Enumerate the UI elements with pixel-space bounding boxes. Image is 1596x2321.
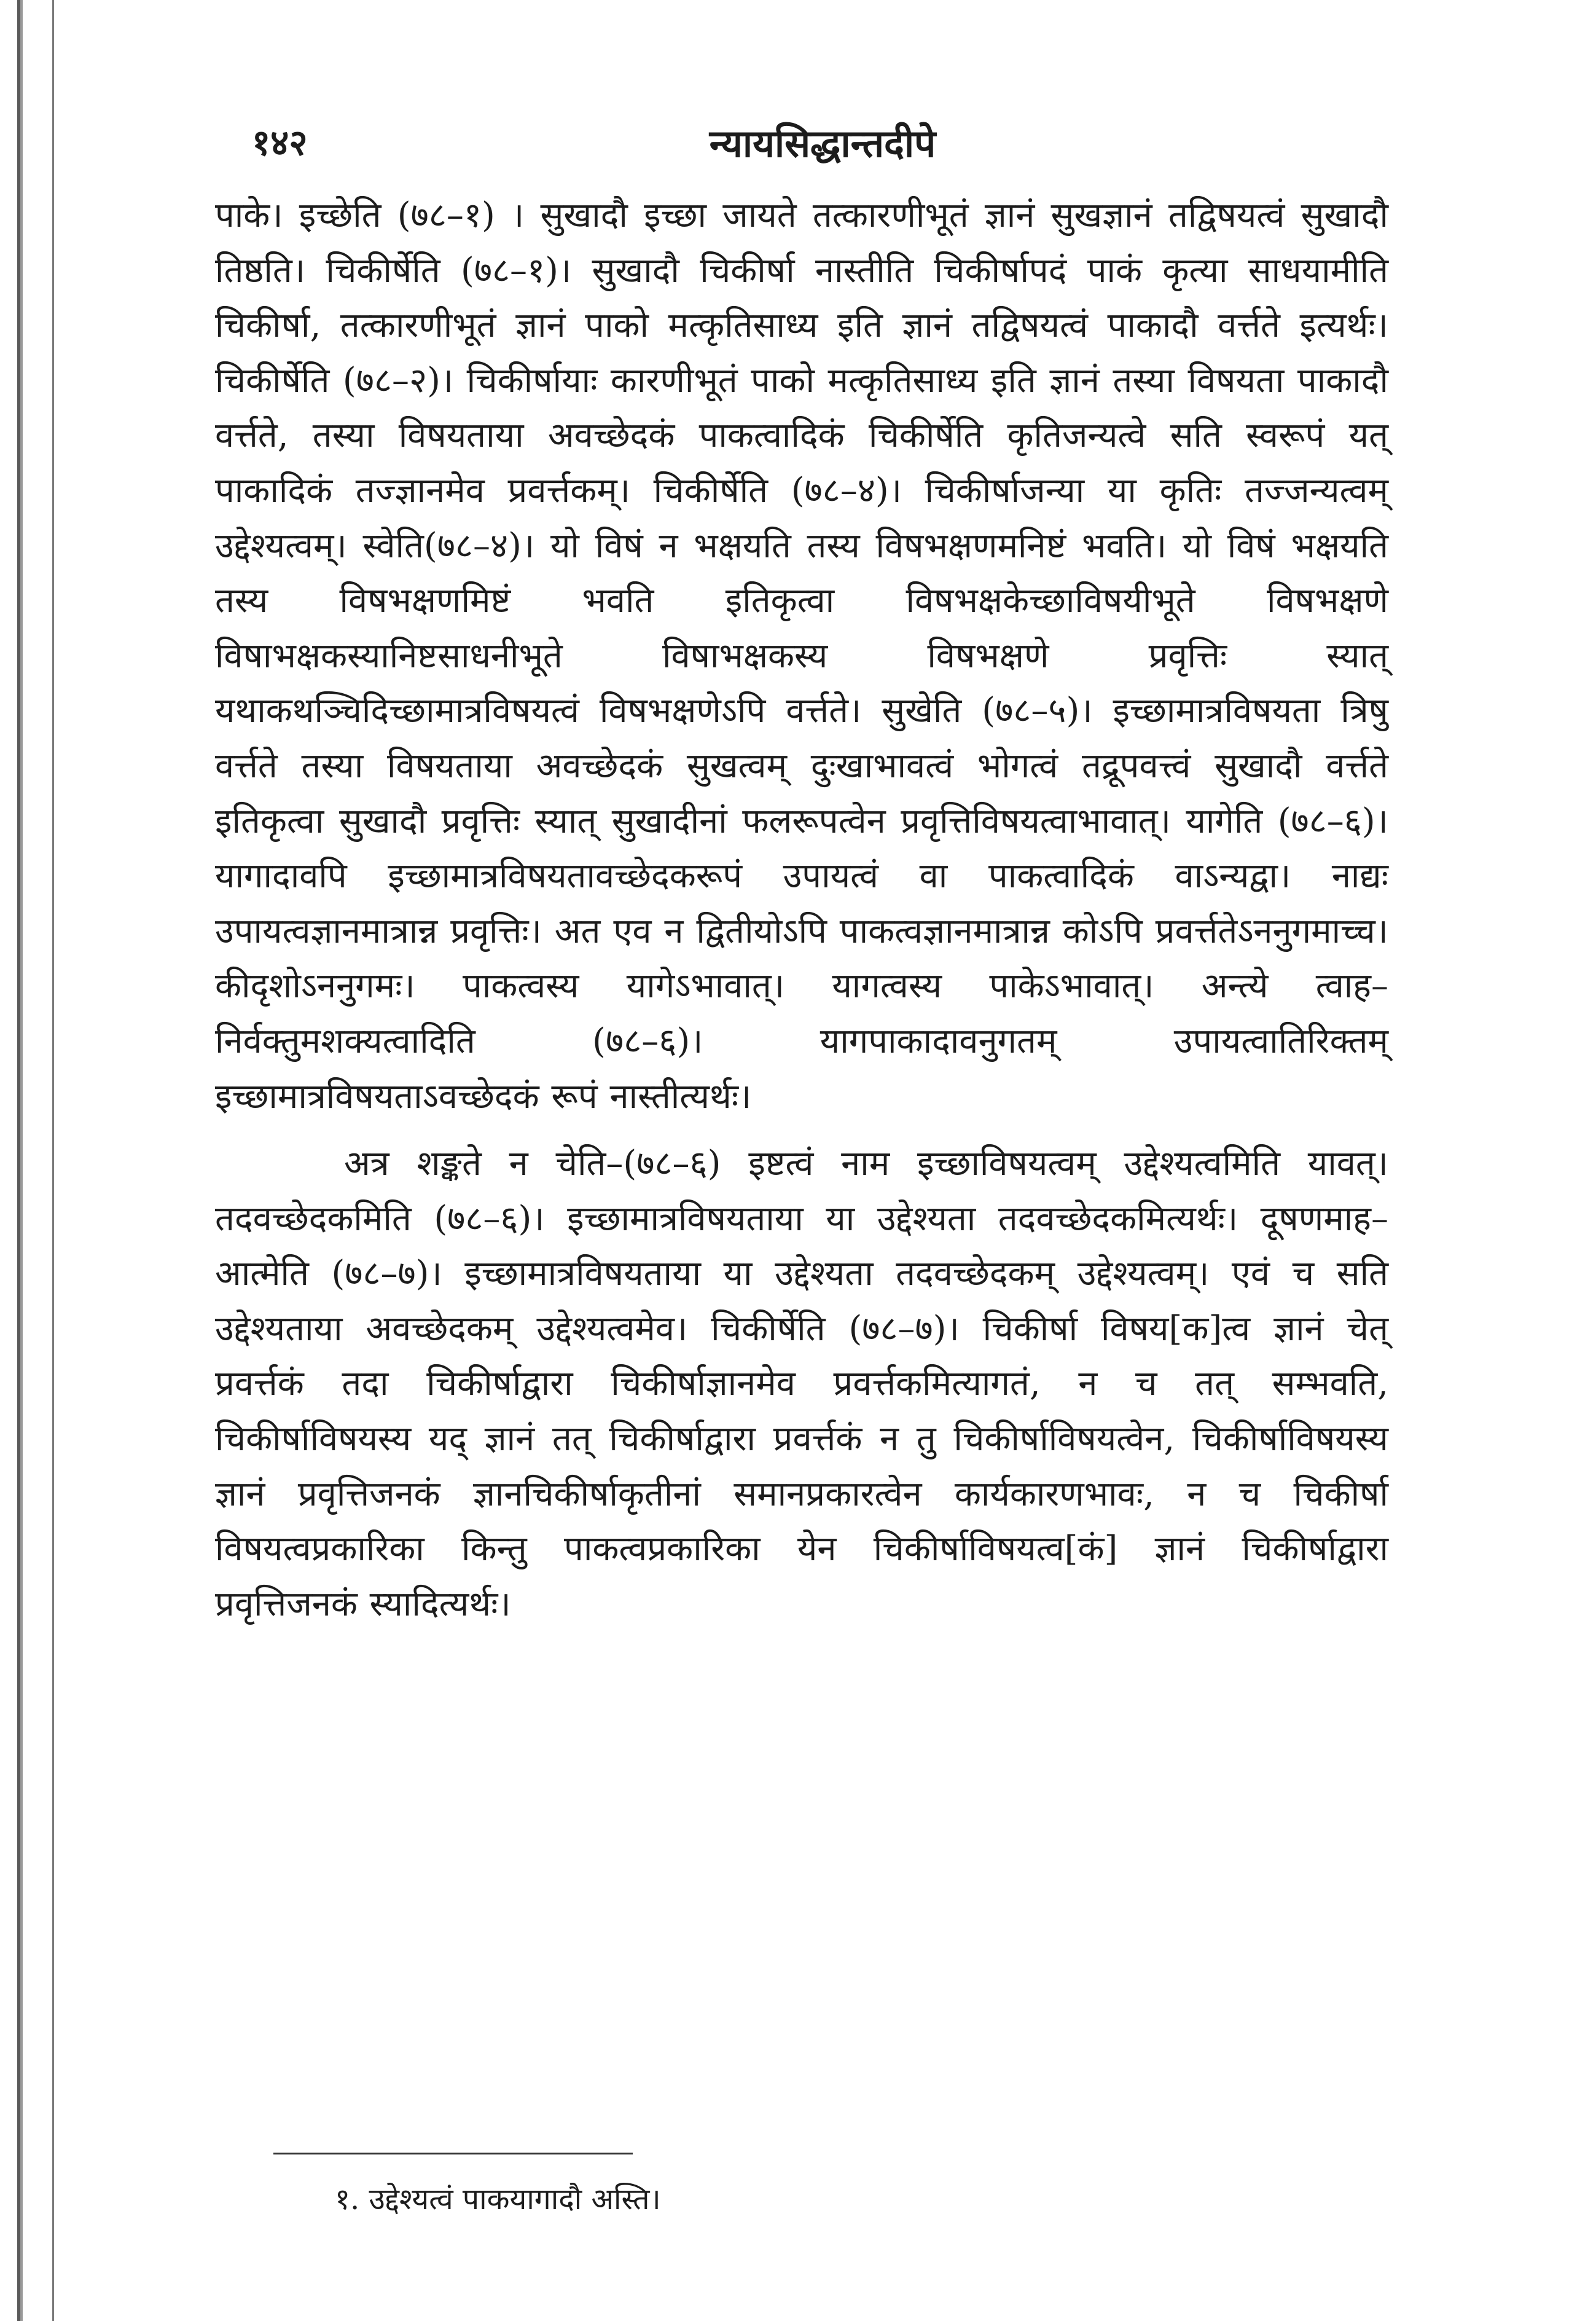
footnote: १. उद्देश्यत्वं पाकयागादौ अस्ति।	[335, 2182, 661, 2217]
running-title: न्यायसिद्धान्तदीपे	[709, 121, 936, 166]
commentary-paragraph-2: अत्र शङ्कते न चेति–(७८–६) इष्टत्वं नाम इच्छाविषयत्वम् उद्देश्यत्वमिति यावत्। तदवच्छेदकमिति (७८–६)। इच्छामात्रविषयताया या उद्देश्यता तदवच्छेदकमित्यर्थः। दूषणमाह–आत्मेति (७८–७)। इच्छामात्रविषयताया या उद्देश्यता तदवच्छेदकम् उद्देश्यत्वम्। एवं च सति उद्देश्यताया अवच्छेदकम् उद्देश्यत्वमेव। चिकीर्षेति (७८–७)। चिकीर्षा विषय[क]त्व ज्ञानं चेत् प्रवर्त्तकं तदा चिकीर्षाद्वारा चिकीर्षाज्ञानमेव प्रवर्त्तकमित्यागतं, न च तत् सम्भवति, चिकीर्षाविषयस्य यद् ज्ञानं तत् चिकीर्षाद्वारा प्रवर्त्तकं न तु चिकीर्षाविषयत्वेन, चिकीर्षाविषयस्य ज्ञानं प्रवृत्तिजनकं ज्ञानचिकीर्षाकृतीनां समानप्रकारत्वेन कार्यकारणभावः, न च चिकीर्षा विषयत्वप्रकारिका किन्तु पाकत्वप्रकारिका येन चिकीर्षाविषयत्व[कं] ज्ञानं चिकीर्षाद्वारा प्रवृत्तिजनकं स्यादित्यर्थः।	[215, 1144, 1388, 1624]
page-number: १४२	[252, 122, 308, 163]
binding-edge	[17, 0, 58, 2321]
page-header	[252, 117, 1393, 178]
footnote-divider	[273, 2153, 633, 2154]
commentary-paragraph-1: पाके। इच्छेति (७८–१) । सुखादौ इच्छा जायते तत्कारणीभूतं ज्ञानं सुखज्ञानं तद्विषयत्वं सुखादौ तिष्ठति। चिकीर्षेति (७८–१)। सुखादौ चिकीर्षा नास्तीति चिकीर्षापदं पाकं कृत्या साधयामीति चिकीर्षा, तत्कारणीभूतं ज्ञानं पाको मत्कृतिसाध्य इति ज्ञानं तद्विषयत्वं पाकादौ वर्त्तते इत्यर्थः। चिकीर्षेति (७८–२)। चिकीर्षायाः कारणीभूतं पाको मत्कृतिसाध्य इति ज्ञानं तस्या विषयता पाकादौ वर्त्तते, तस्या विषयताया अवच्छेदकं पाकत्वादिकं चिकीर्षेति कृतिजन्यत्वे सति स्वरूपं यत् पाकादिकं तज्ज्ञानमेव प्रवर्त्तकम्। चिकीर्षेति (७८–४)। चिकीर्षाजन्या या कृतिः तज्जन्यत्वम् उद्देश्यत्वम्। स्वेति(७८–४)। यो विषं न भक्षयति तस्य विषभक्षणमनिष्टं भवति। यो विषं भक्षयति तस्य विषभक्षणमिष्टं भवति इतिकृत्वा विषभक्षकेच्छाविषयीभूते विषभक्षणे विषाभक्षकस्यानिष्टसाधनीभूते विषाभक्षकस्य विषभक्षणे प्रवृत्तिः स्यात् यथाकथञ्चिदिच्छामात्रविषयत्वं विषभक्षणेऽपि वर्त्तते। सुखेति (७८–५)। इच्छामात्रविषयता त्रिषु वर्त्तते तस्या विषयताया अवच्छेदकं सुखत्वम् दुःखाभावत्वं भोगत्वं तद्रूपवत्त्वं सुखादौ वर्त्तते इतिकृत्वा सुखादौ प्रवृत्तिः स्यात् सुखादीनां फलरूपत्वेन प्रवृत्तिविषयत्वाभावात्। यागेति (७८–६)। यागादावपि इच्छामात्रविषयतावच्छेदकरूपं उपायत्वं वा पाकत्वादिकं वाऽन्यद्वा। नाद्यः उपायत्वज्ञानमात्रान्न प्रवृत्तिः। अत एव न द्वितीयोऽपि पाकत्वज्ञानमात्रान्न कोऽपि प्रवर्त्ततेऽननुगमाच्च। कीदृशोऽननुगमः। पाकत्वस्य यागेऽभावात्। यागत्वस्य पाकेऽभावात्। अन्त्ये त्वाह–निर्वक्तुमशक्यत्वादिति (७८–६)। यागपाकादावनुगतम् उपायत्वातिरिक्तम् इच्छामात्रविषयताऽवच्छेदकं रूपं नास्तीत्यर्थः।	[215, 195, 1388, 1117]
commentary-body	[215, 188, 1388, 1632]
